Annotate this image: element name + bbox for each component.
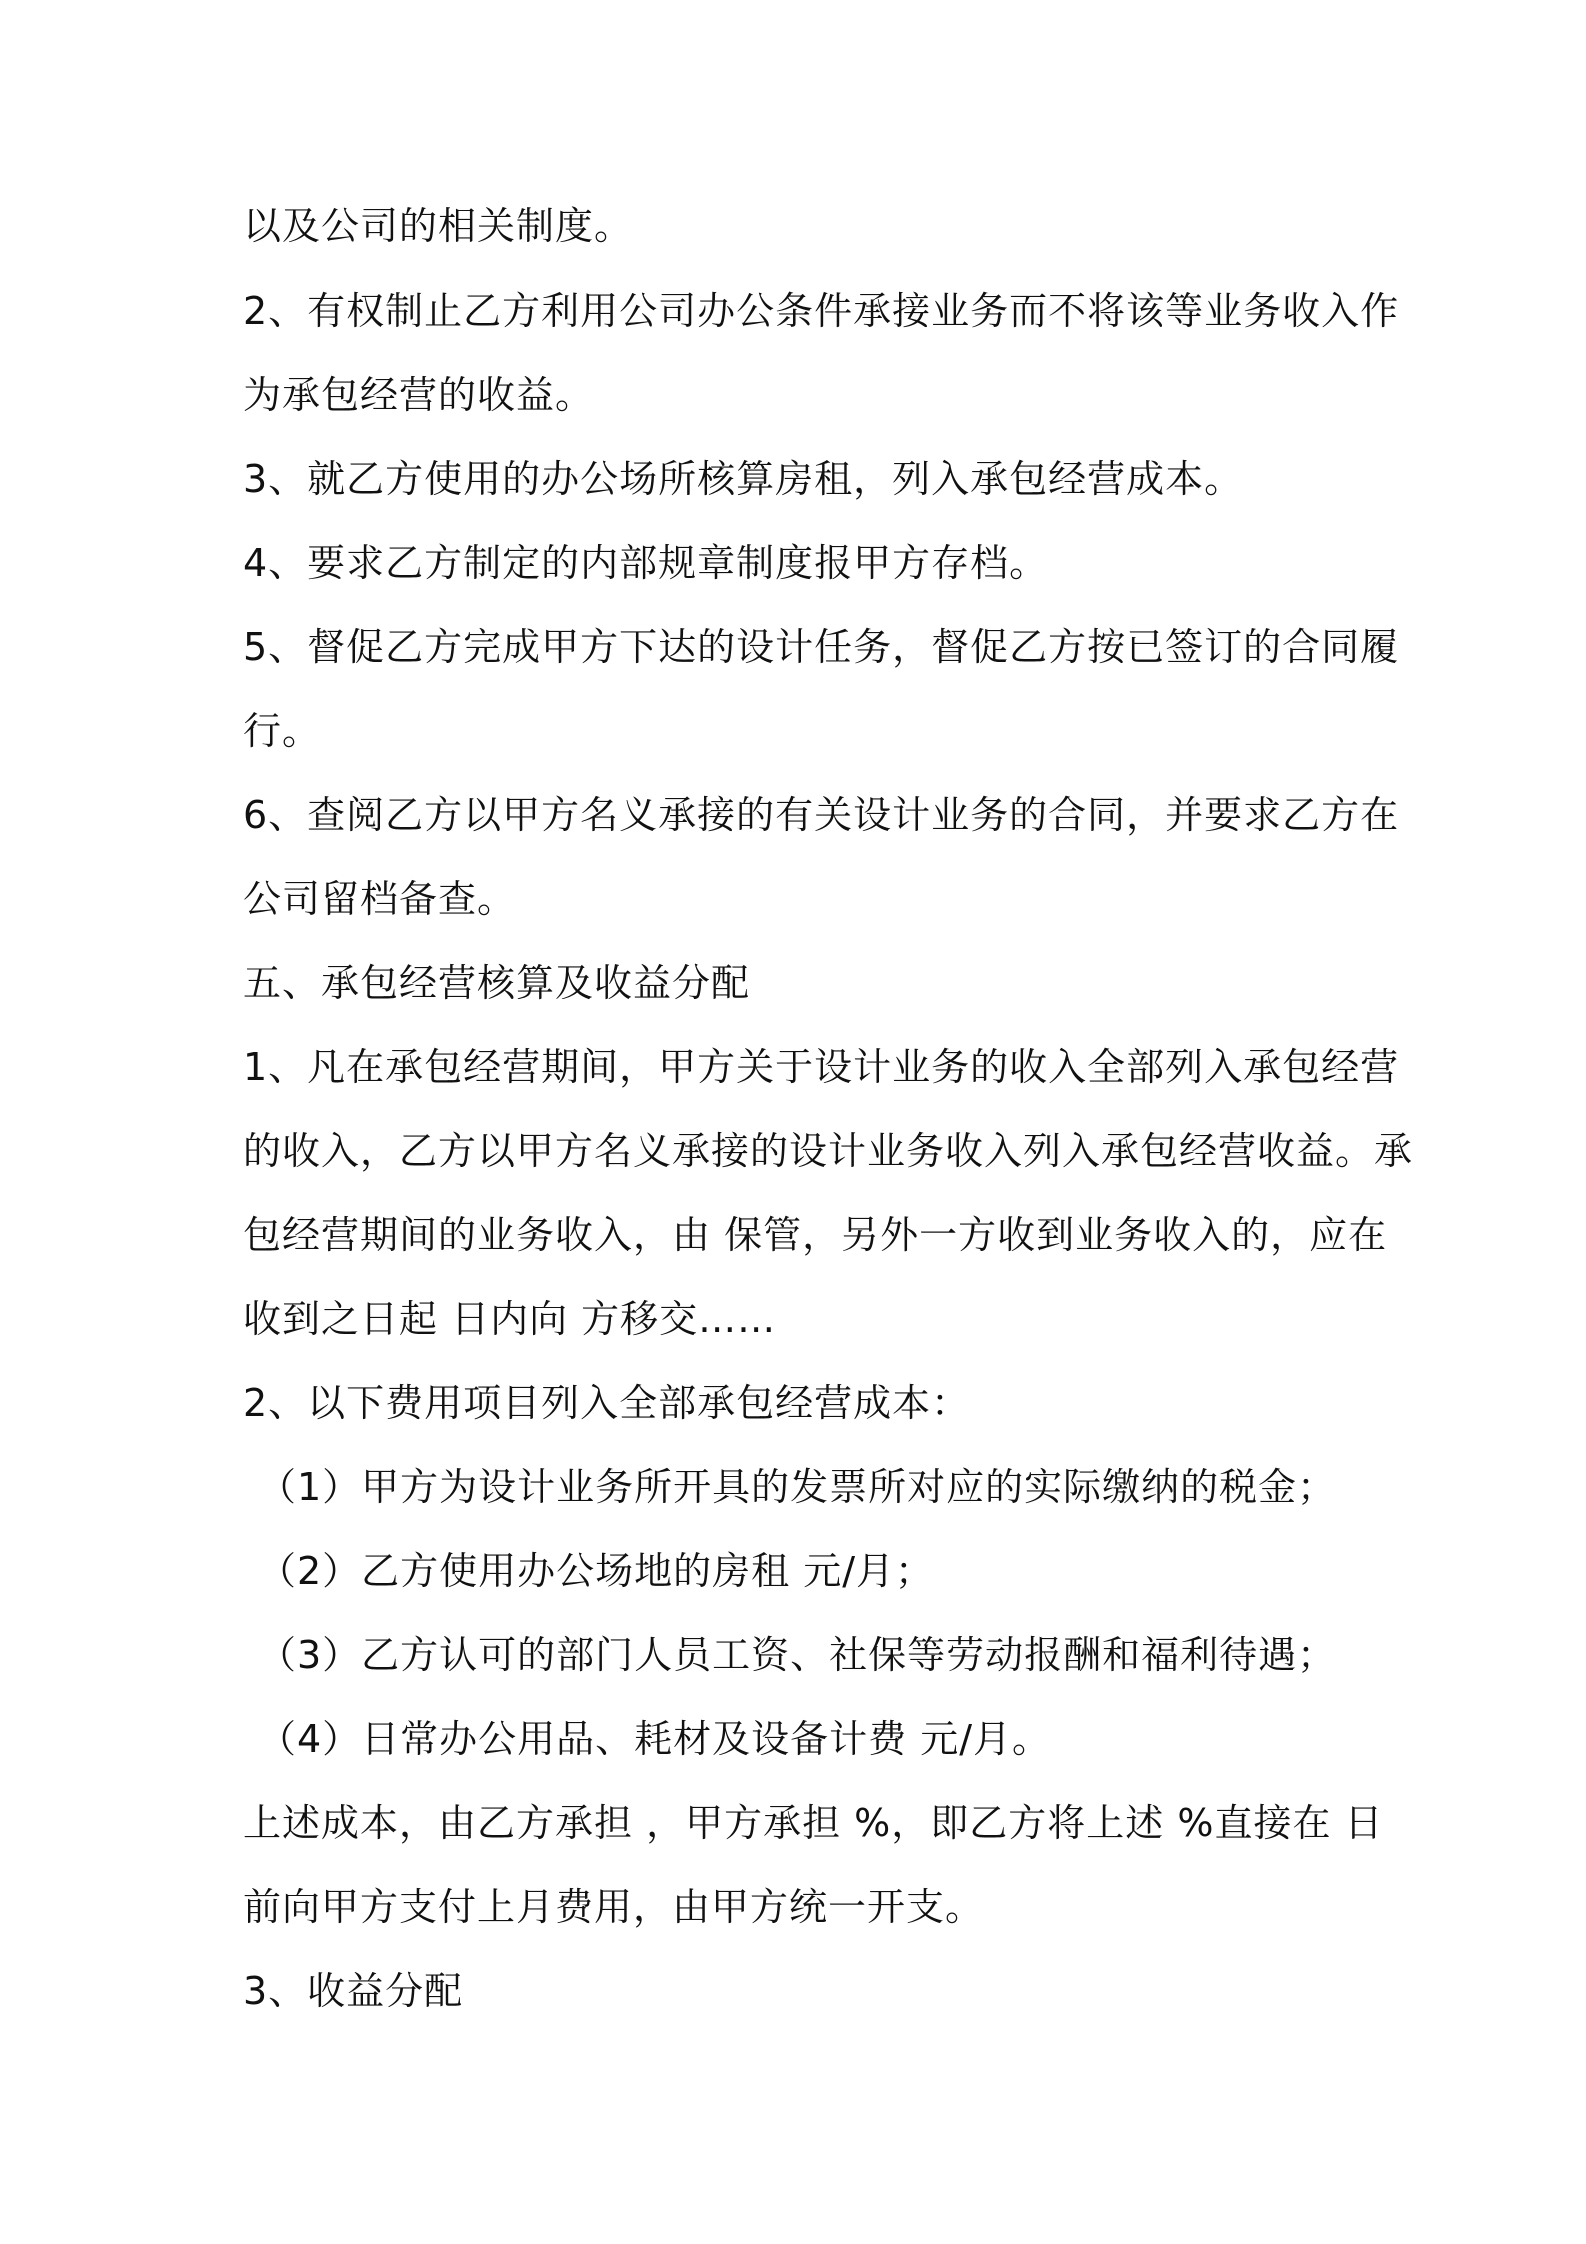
text-line: 2、以下费用项目列入全部承包经营成本： <box>243 1381 971 1425</box>
text-line: 5、督促乙方完成甲方下达的设计任务，督促乙方按已签订的合同履 <box>243 625 1400 669</box>
text-line: 上述成本，由乙方承担 ，甲方承担 %，即乙方将上述 %直接在 日 <box>243 1801 1384 1845</box>
text-line: 收到之日起 日内向 方移交…… <box>243 1297 777 1341</box>
text-line: 公司留档备查。 <box>243 877 517 921</box>
text-line: 3、收益分配 <box>243 1969 464 2013</box>
text-line: 为承包经营的收益。 <box>243 373 595 417</box>
text-line: 的收入，乙方以甲方名义承接的设计业务收入列入承包经营收益。承 <box>243 1129 1414 1173</box>
text-line: 6、查阅乙方以甲方名义承接的有关设计业务的合同，并要求乙方在 <box>243 793 1400 837</box>
text-line: 以及公司的相关制度。 <box>243 204 634 248</box>
text-line: 行。 <box>243 709 322 753</box>
text-line: 2、有权制止乙方利用公司办公条件承接业务而不将该等业务收入作 <box>243 289 1400 333</box>
text-line: 包经营期间的业务收入，由 保管，另外一方收到业务收入的，应在 <box>243 1213 1388 1257</box>
list-item: （2）乙方使用办公场地的房租 元/月； <box>258 1549 935 1593</box>
section-heading: 五、承包经营核算及收益分配 <box>243 961 751 1005</box>
text-line: 3、就乙方使用的办公场所核算房租，列入承包经营成本。 <box>243 457 1244 501</box>
list-item: （1）甲方为设计业务所开具的发票所对应的实际缴纳的税金； <box>258 1465 1337 1509</box>
text-line: 4、要求乙方制定的内部规章制度报甲方存档。 <box>243 541 1049 585</box>
text-line: 1、凡在承包经营期间，甲方关于设计业务的收入全部列入承包经营 <box>243 1045 1400 1089</box>
list-item: （3）乙方认可的部门人员工资、社保等劳动报酬和福利待遇； <box>258 1633 1337 1677</box>
text-line: 前向甲方支付上月费用，由甲方统一开支。 <box>243 1885 985 1929</box>
list-item: （4）日常办公用品、耗材及设备计费 元/月。 <box>258 1717 1052 1761</box>
